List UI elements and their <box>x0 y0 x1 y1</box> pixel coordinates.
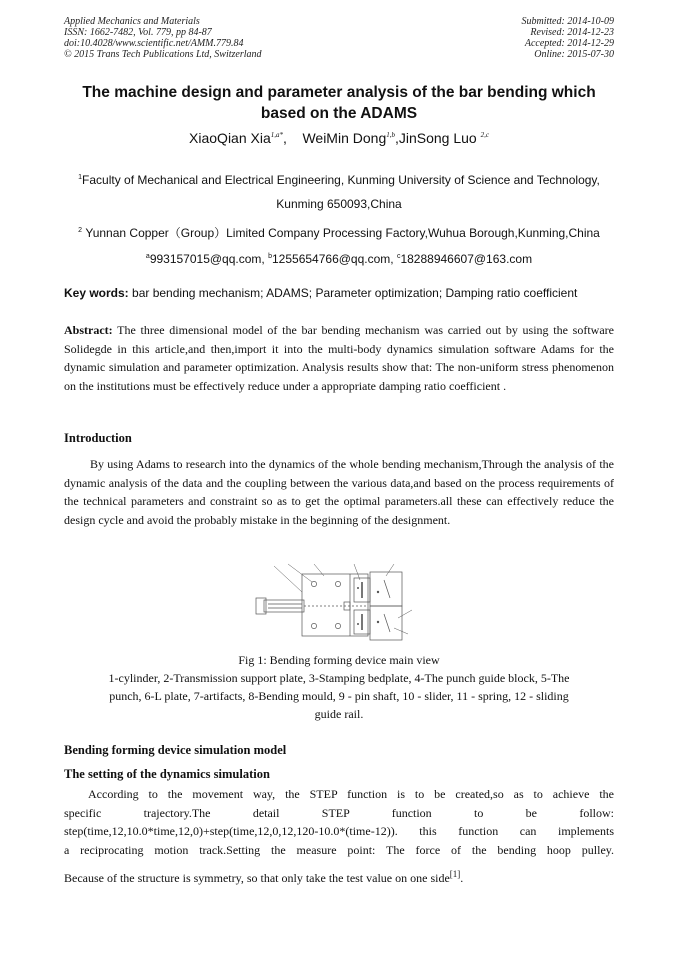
email-mark: a <box>145 253 150 260</box>
figure-caption-legend: punch, 6-L plate, 7-artifacts, 8-Bending mould, 9 - pin shaft, 10 - slider, 11 - spring, 12 - sliding <box>109 689 569 703</box>
journal-name: Applied Mechanics and Materials <box>64 16 200 27</box>
author-list <box>64 130 614 146</box>
paragraph-text: Because of the structure is symmetry, so that only take the test value on one side <box>64 871 450 885</box>
bending-device-figure <box>254 562 424 644</box>
paragraph-line: step(time,12,10.0*time,12,0)+step(time,12,0,12,120-10.0*(time-12)). this function can implements <box>64 824 614 838</box>
affiliation-text: Yunnan Copper（Group）Limited Company Processing Factory,Wuhua Borough,Kunming,China <box>85 226 600 240</box>
journal-info <box>64 16 262 60</box>
abstract-text: The three dimensional model of the bar bending mechanism was carried out by using the software Solidegde in this article,and then,import it into the multi-body dynamics simulation software Adams for the dynamic simulation and parameter optimization. Analysis results show that: The non-uniform stress phenomenon on the institutions must be effectively reduce under a appropriate damping ratio coefficient . <box>64 323 614 393</box>
keywords-text: bar bending mechanism; ADAMS; Parameter optimization; Damping ratio coefficient <box>132 286 578 300</box>
journal-copyright: © 2015 Trans Tech Publications Ltd, Switzerland <box>64 49 262 60</box>
author-affiliation-mark: 1,b <box>386 131 395 139</box>
affiliation-1 <box>64 166 614 216</box>
keywords-label: Key words: <box>64 286 129 300</box>
paragraph-text: . <box>460 871 464 885</box>
section-heading-introduction: Introduction <box>64 431 132 445</box>
affiliation-number: 1 <box>78 174 83 181</box>
author-name: WeiMin Dong <box>302 130 387 146</box>
email-mark: c <box>396 253 401 260</box>
paragraph-line: a reciprocating motion track.Setting the measure point: The force of the bending hoop pulley. <box>64 842 614 857</box>
paper-title <box>64 82 614 124</box>
figure-caption-title: Fig 1: Bending forming device main view <box>238 653 440 667</box>
section-heading-simulation-model: Bending forming device simulation model <box>64 743 287 757</box>
section-heading-dynamics-setting: The setting of the dynamics simulation <box>64 767 270 781</box>
author-affiliation-mark: 1,a* <box>270 131 283 139</box>
figure-caption-legend: 1-cylinder, 2-Transmission support plate, 3-Stamping bedplate, 4-The punch guide block, 5-The <box>108 671 570 685</box>
author-emails <box>64 245 614 271</box>
paragraph-line: According to the movement way, the STEP function is to be created,so as to achieve the <box>88 787 614 801</box>
title-line-2: based on the ADAMS <box>260 105 418 122</box>
introduction-paragraph: By using Adams to research into the dynamics of the whole bending mechanism,Through the analysis of the dynamic analysis of the data and the coupling between the various data,and based on the process requirements of the technical parameters and constraint so as to get the optimal parameters.all these can effectively reduce the design cycle and avoid the probably mistake in the beginning of the designment. <box>64 457 614 527</box>
affiliation-2 <box>64 219 614 271</box>
journal-doi: doi:10.4028/www.scientific.net/AMM.779.84 <box>64 38 244 49</box>
citation-reference[interactable]: [1] <box>449 869 461 879</box>
affiliation-text: Faculty of Mechanical and Electrical Engineering, Kunming University of Science and Technology, <box>82 173 600 187</box>
email-address: 993157015@qq.com, <box>149 252 265 266</box>
date-online: Online: 2015-07-30 <box>534 49 614 60</box>
paragraph-line: specific trajectory.The detail STEP function to be follow: <box>64 805 614 820</box>
email-address: 1255654766@qq.com, <box>272 252 394 266</box>
abstract-label: Abstract: <box>64 323 113 337</box>
keywords <box>64 286 614 300</box>
publication-dates <box>522 16 615 60</box>
date-submitted: Submitted: 2014-10-09 <box>521 16 614 27</box>
email-mark: b <box>268 253 272 260</box>
figure-caption <box>64 651 614 723</box>
email-address: 18288946607@163.com <box>400 252 533 266</box>
journal-issn: ISSN: 1662-7482, Vol. 779, pp 84-87 <box>64 27 212 38</box>
author-separator: , <box>283 130 287 146</box>
author-name: XiaoQian Xia <box>189 130 271 146</box>
paragraph-line <box>64 865 614 888</box>
title-line-1: The machine design and parameter analysis of the bar bending which <box>82 84 596 101</box>
dynamics-setting-paragraph <box>64 785 614 888</box>
author-separator: , <box>394 130 399 146</box>
author-name: JinSong Luo <box>398 130 477 146</box>
author-affiliation-mark: 2,c <box>480 131 489 139</box>
abstract <box>64 321 614 395</box>
date-revised: Revised: 2014-12-23 <box>530 27 614 38</box>
affiliation-number: 2 <box>78 227 83 234</box>
date-accepted: Accepted: 2014-12-29 <box>524 38 614 49</box>
figure-caption-legend: guide rail. <box>314 707 364 721</box>
affiliation-text: Kunming 650093,China <box>276 197 402 211</box>
